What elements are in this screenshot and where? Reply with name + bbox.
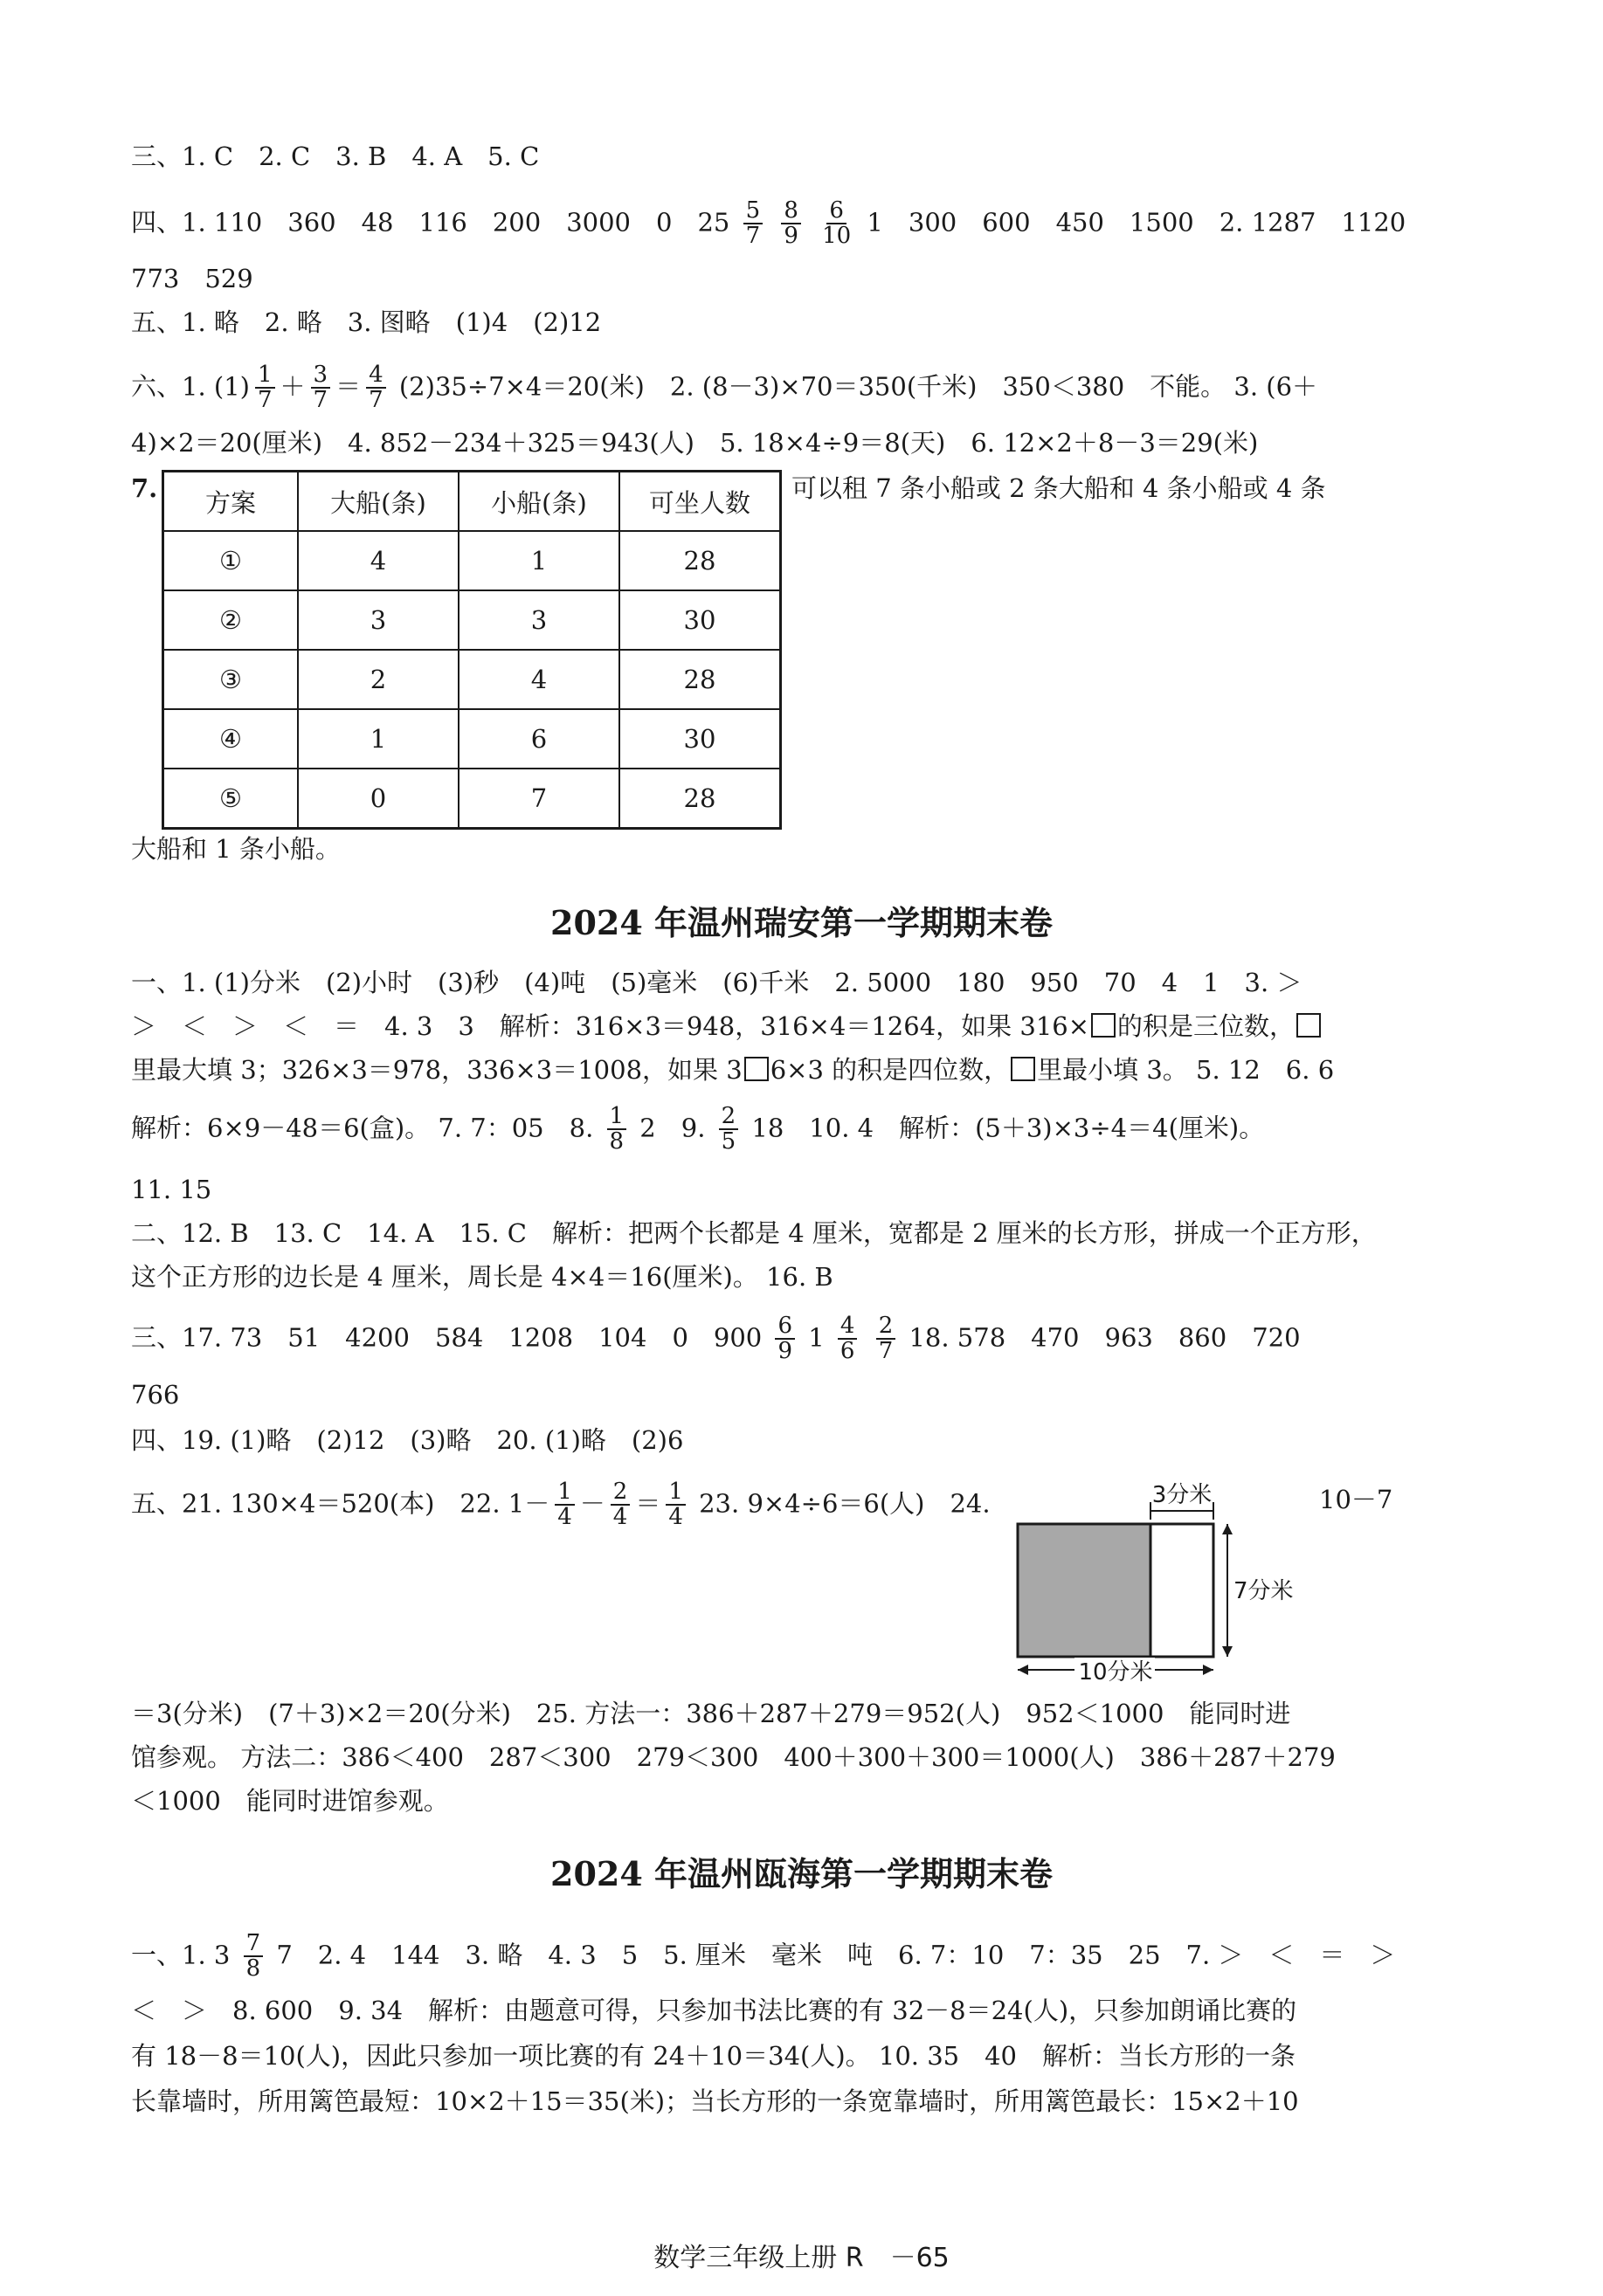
answer-line-6-cont: 4)×2＝20(厘米) 4. 852－234＋325＝943(人) 5. 18×4÷9＝8(天) 6. 12×2＋8－3＝29(米)	[131, 428, 1259, 458]
bottom-label: 10分米	[1078, 1659, 1153, 1686]
table-row	[163, 769, 781, 829]
arrow-left-icon	[1018, 1665, 1028, 1675]
s3-line-1: 一、1. 3 $\frac{7}{8}$ 7 2. 4 144 3. 略 4. 3 5 5. 厘米 毫米 吨 6. 7：10 7：35 25 7. ＞ ＜ ＝ ＞	[131, 1930, 1396, 1982]
table-cell: 4	[459, 650, 619, 709]
table-cell: ⑤	[163, 769, 299, 829]
table-row	[163, 590, 781, 650]
s2-line-8: 三、17. 73 51 4200 584 1208 104 0 900 $\frac{6}{9}$ 1 $\frac{4}{6}$ $\frac{2}{7}$ 18. 578 470 963 860 720	[131, 1313, 1301, 1365]
section-heading-ouhai: 2024 年温州瓯海第一学期期末卷	[550, 1854, 1053, 1893]
table-header-row	[163, 472, 781, 532]
fraction: $\frac{5}{7}$	[743, 199, 763, 249]
fraction: $\frac{2}{7}$	[876, 1314, 896, 1364]
s2-line-5: 11. 15	[131, 1175, 212, 1204]
table-header: 大船(条)	[298, 472, 459, 532]
page-footer: 数学三年级上册 R －65	[653, 2243, 950, 2273]
fraction: $\frac{4}{7}$	[366, 363, 386, 413]
s2-line-6: 二、12. B 13. C 14. A 15. C 解析：把两个长都是 4 厘米，宽都是 2 厘米的长方形，拼成一个正方形，	[131, 1218, 1377, 1248]
table-row	[163, 531, 781, 590]
table-cell: 30	[619, 590, 781, 650]
table-row	[163, 709, 781, 769]
s3-line-2: ＜ ＞ 8. 600 9. 34 解析：由题意可得，只参加书法比赛的有 32－8＝24(人)，只参加朗诵比赛的	[131, 1996, 1297, 2025]
s2-line-4: 解析：6×9－48＝6(盒)。 7. 7：05 8. $\frac{1}{8}$ 2 9. $\frac{2}{5}$ 18 10. 4 解析：(5＋3)×3÷4＝4(厘米)。	[131, 1103, 1265, 1155]
fraction: $\frac{8}{9}$	[781, 199, 801, 249]
question-7-answer: 可以租 7 条小船或 2 条大船和 4 条小船或 4 条	[791, 473, 1326, 503]
fraction: $\frac{1}{4}$	[555, 1480, 575, 1530]
table-cell: 30	[619, 709, 781, 769]
boat-plan-table	[162, 470, 782, 830]
s3-line-3: 有 18－8＝10(人)，因此只参加一项比赛的有 24＋10＝34(人)。 10. 35 40 解析：当长方形的一条	[131, 2041, 1296, 2071]
question-7-answer-cont: 大船和 1 条小船。	[131, 834, 341, 864]
table-cell: ④	[163, 709, 299, 769]
fraction: $\frac{6}{9}$	[775, 1314, 795, 1364]
table-cell: 4	[298, 531, 459, 590]
table-cell: 2	[298, 650, 459, 709]
table-row	[163, 650, 781, 709]
fraction: $\frac{1}{7}$	[255, 363, 275, 413]
table-cell: ③	[163, 650, 299, 709]
table-header: 可坐人数	[619, 472, 781, 532]
blank-box	[1011, 1057, 1035, 1081]
top-label: 3分米	[1151, 1482, 1213, 1508]
s2-line-1: 一、1. (1)分米 (2)小时 (3)秒 (4)吨 (5)毫米 (6)千米 2. 5000 180 950 70 4 1 3. ＞	[131, 968, 1302, 997]
s2-line-3: 里最大填 3；326×3＝978，336×3＝1008，如果 3 6×3 的积是四位数， 里最小填 3。 5. 12 6. 6	[131, 1055, 1335, 1085]
s2-line-2: ＞ ＜ ＞ ＜ ＝ 4. 3 3 解析：316×3＝948，316×4＝1264，如果 316× 的积是三位数，	[131, 1011, 1323, 1042]
answer-line-5: 五、1. 略 2. 略 3. 图略 (1)4 (2)12	[131, 307, 602, 337]
table-cell: ②	[163, 590, 299, 650]
right-label: 7分米	[1233, 1578, 1294, 1604]
shaded-square	[1018, 1524, 1150, 1657]
table-cell: 3	[459, 590, 619, 650]
table-header: 方案	[163, 472, 299, 532]
s2-line-10: 四、19. (1)略 (2)12 (3)略 20. (1)略 (2)6	[131, 1425, 684, 1455]
blank-box	[1091, 1013, 1116, 1038]
s2-line-11: 五、21. 130×4＝520(本) 22. 1－ $\frac{1}{4}$ － $\frac{2}{4}$ ＝ $\frac{1}{4}$ 23. 9×4÷6＝6(人) 24.	[131, 1479, 991, 1531]
fraction: $\frac{3}{7}$	[311, 363, 331, 413]
table-cell: ①	[163, 531, 299, 590]
s2-line-13: 馆参观。 方法二：386＜400 287＜300 279＜300 400＋300＋300＝1000(人) 386＋287＋279	[131, 1742, 1336, 1772]
s2-line-14: ＜1000 能同时进馆参观。	[131, 1786, 449, 1816]
table-cell: 1	[459, 531, 619, 590]
fraction: $\frac{2}{4}$	[611, 1480, 631, 1530]
blank-box	[744, 1057, 769, 1081]
table-cell: 1	[298, 709, 459, 769]
blank-box	[1296, 1013, 1321, 1038]
answer-line-4: 四、1. 110 360 48 116 200 3000 0 25 $\frac{5}{7}$ $\frac{8}{9}$ $\frac{6}{10}$ 1 300 600 450 1500 2. 1287 1120	[131, 197, 1406, 250]
table-cell: 28	[619, 650, 781, 709]
rectangle-figure	[1005, 1476, 1302, 1686]
question-7-number: 7.	[131, 473, 158, 503]
table-header: 小船(条)	[459, 472, 619, 532]
fraction: $\frac{2}{5}$	[719, 1105, 739, 1155]
table-cell: 3	[298, 590, 459, 650]
arrow-up-icon	[1222, 1524, 1233, 1534]
answer-line-3: 三、1. C 2. C 3. B 4. A 5. C	[131, 141, 540, 171]
table-cell: 6	[459, 709, 619, 769]
arrow-right-icon	[1203, 1665, 1213, 1675]
answer-line-4-cont: 773 529	[131, 264, 253, 293]
arrow-down-icon	[1222, 1646, 1233, 1657]
table-cell: 28	[619, 769, 781, 829]
s2-line-9: 766	[131, 1380, 180, 1410]
s2-line-12: ＝3(分米) (7＋3)×2＝20(分米) 25. 方法一：386＋287＋279＝952(人) 952＜1000 能同时进	[131, 1699, 1291, 1728]
answer-line-6: 六、1. (1) $\frac{1}{7}$ ＋ $\frac{3}{7}$ ＝ $\frac{4}{7}$ (2)35÷7×4＝20(米) 2. (8－3)×70＝350(千米) 350＜380 不能。 3. (6＋	[131, 362, 1318, 414]
fraction: $\frac{4}{6}$	[838, 1314, 858, 1364]
s2-line-7: 这个正方形的边长是 4 厘米，周长是 4×4＝16(厘米)。 16. B	[131, 1262, 833, 1292]
fraction: $\frac{1}{4}$	[666, 1480, 686, 1530]
fraction: $\frac{1}{8}$	[607, 1105, 627, 1155]
white-strip	[1150, 1524, 1213, 1657]
table-cell: 28	[619, 531, 781, 590]
table-cell: 0	[298, 769, 459, 829]
section-heading-ruian: 2024 年温州瑞安第一学期期末卷	[550, 903, 1053, 942]
table-cell: 7	[459, 769, 619, 829]
s2-line-11-right: 10－7	[1319, 1485, 1393, 1514]
s3-line-4: 长靠墙时，所用篱笆最短：10×2＋15＝35(米)；当长方形的一条宽靠墙时，所用篱笆最长：15×2＋10	[131, 2086, 1299, 2116]
fraction: $\frac{6}{10}$	[822, 197, 852, 250]
fraction: $\frac{7}{8}$	[244, 1932, 264, 1982]
